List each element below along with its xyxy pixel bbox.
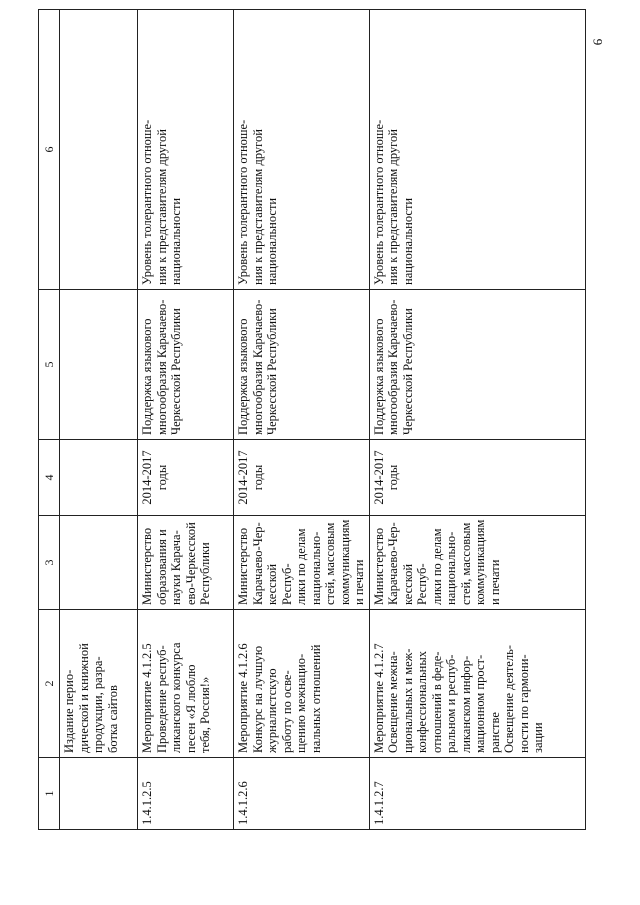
cell-line: годы [386, 464, 400, 491]
cell-line: конфессиональных [415, 651, 429, 753]
table-row [369, 10, 585, 830]
cell-indicator [234, 10, 370, 290]
cell-result [369, 290, 585, 440]
cell-measure [138, 610, 234, 758]
cell-code [60, 758, 138, 830]
cell-line: Поддержка языкового [236, 318, 250, 435]
cell-line: 2014-2017 [140, 450, 154, 505]
cell-line: ранстве [487, 712, 502, 753]
cell-line: образования и [154, 529, 169, 605]
cell-line: Черкесской Республики [169, 308, 183, 435]
cell-line: отношений в феде- [429, 651, 444, 753]
cell-line: многообразия Карачаево- [250, 299, 265, 435]
cell-line: Карачаево-Чер- [250, 522, 265, 605]
cell-code: 1.4.1.2.7 [369, 758, 585, 830]
header-col-1: 1 [39, 758, 60, 830]
cell-line: Министерство [371, 527, 386, 605]
cell-years [138, 440, 234, 516]
cell-line: Поддержка языкового [140, 318, 154, 435]
cell-code: 1.4.1.2.5 [138, 758, 234, 830]
header-row [39, 10, 60, 830]
cell-measure [60, 610, 138, 758]
cell-line: тебя, Россия!» [198, 676, 212, 753]
cell-line: 2014-2017 [371, 450, 386, 505]
cell-line: годы [154, 464, 169, 491]
cell-line: национально- [444, 531, 458, 605]
cell-indicator [138, 10, 234, 290]
cell-line: ния к представителям другой [250, 129, 265, 285]
cell-result [138, 290, 234, 440]
cell-code: 1.4.1.2.6 [234, 758, 370, 830]
cell-line: многообразия Карачаево- [154, 299, 169, 435]
cell-executor [234, 516, 370, 610]
cell-line: кесской Респуб- [400, 563, 429, 605]
table-row [60, 10, 138, 830]
cell-line: щению межнацио- [294, 653, 308, 753]
cell-line: работу по осве- [279, 670, 294, 753]
cell-measure [234, 610, 370, 758]
cell-line: годы [250, 464, 265, 491]
cell-line: ликанском инфор- [458, 655, 473, 753]
cell-line: Мероприятие 4.1.2.5 [140, 643, 154, 753]
cell-line: национальности [400, 197, 415, 285]
cell-line: многообразия Карачаево- [386, 299, 400, 435]
cell-line: Черкесской Республики [265, 308, 279, 435]
cell-years [60, 440, 138, 516]
cell-line: и печати [352, 559, 366, 605]
cell-line: Министерство [236, 527, 250, 605]
cell-measure [369, 610, 585, 758]
cell-executor [369, 516, 585, 610]
cell-line: стей, массовым [323, 522, 337, 605]
cell-line: Поддержка языкового [371, 318, 386, 435]
cell-line: песен «Я люблю [183, 664, 198, 753]
cell-result [234, 290, 370, 440]
cell-result [60, 290, 138, 440]
cell-line: ния к представителям другой [386, 129, 400, 285]
table-row [138, 10, 234, 830]
cell-indicator [60, 10, 138, 290]
cell-line: ботка сайтов [105, 685, 120, 753]
header-col-2: 2 [39, 610, 60, 758]
cell-line: коммуникациям [337, 519, 352, 605]
cell-line: Уровень толерантного отноше- [236, 119, 250, 285]
cell-line: Республики [198, 542, 212, 605]
cell-line: и печати [487, 559, 502, 605]
cell-line: Уровень толерантного отноше- [140, 119, 154, 285]
table-body [39, 10, 586, 830]
cell-line: ликанского конкурса [169, 642, 183, 753]
cell-line: циональных и меж- [400, 648, 415, 753]
cell-line: журналистскую [265, 668, 279, 753]
rotated-table-wrapper [38, 10, 558, 830]
cell-line: Министерство [140, 527, 154, 605]
cell-years [369, 440, 585, 516]
cell-line: дической и книжной [76, 643, 91, 753]
header-col-5: 5 [39, 290, 60, 440]
cell-line: Конкурс на лучшую [250, 645, 265, 753]
cell-line: кесской Респуб- [265, 563, 294, 605]
header-col-4: 4 [39, 440, 60, 516]
cell-line: национальности [265, 197, 279, 285]
cell-line: нальных отношений [308, 644, 323, 753]
cell-line: лики по делам [429, 528, 444, 605]
cell-line: зации [531, 722, 545, 753]
cell-line: 2014-2017 [236, 450, 250, 505]
page-number: 9 [590, 38, 606, 46]
cell-line: Мероприятие 4.1.2.6 [236, 643, 250, 753]
cell-line: стей, массовым [458, 522, 473, 605]
cell-line: Мероприятие 4.1.2.7 [371, 643, 386, 753]
cell-line: национально- [308, 531, 323, 605]
cell-line: коммуникациям [473, 519, 487, 605]
cell-line: Черкесской Республики [400, 308, 415, 435]
table-row [234, 10, 370, 830]
cell-executor [138, 516, 234, 610]
cell-line: лики по делам [294, 528, 308, 605]
cell-line: Издание перио- [62, 669, 76, 753]
cell-indicator [369, 10, 585, 290]
cell-line: Освещение межна- [386, 651, 400, 753]
cell-years [234, 440, 370, 516]
cell-line: ево-Черкесской [183, 522, 198, 605]
cell-line: Карачаево-Чер- [386, 522, 400, 605]
cell-line: мационном прост- [473, 654, 487, 753]
cell-executor [60, 516, 138, 610]
cell-line: продукции, разра- [91, 656, 105, 753]
cell-line: ности по гармони- [516, 654, 531, 753]
cell-line: ральном и респуб- [444, 654, 458, 753]
cell-line: Освещение деятель- [502, 645, 516, 753]
cell-line: науки Карача- [169, 530, 183, 605]
cell-line: Проведение респуб- [154, 645, 169, 753]
program-measures-table [38, 9, 586, 830]
cell-line: национальности [169, 197, 183, 285]
cell-line: Уровень толерантного отноше- [371, 119, 386, 285]
header-col-6: 6 [39, 10, 60, 290]
header-col-3: 3 [39, 516, 60, 610]
cell-line: ния к представителям другой [154, 129, 169, 285]
